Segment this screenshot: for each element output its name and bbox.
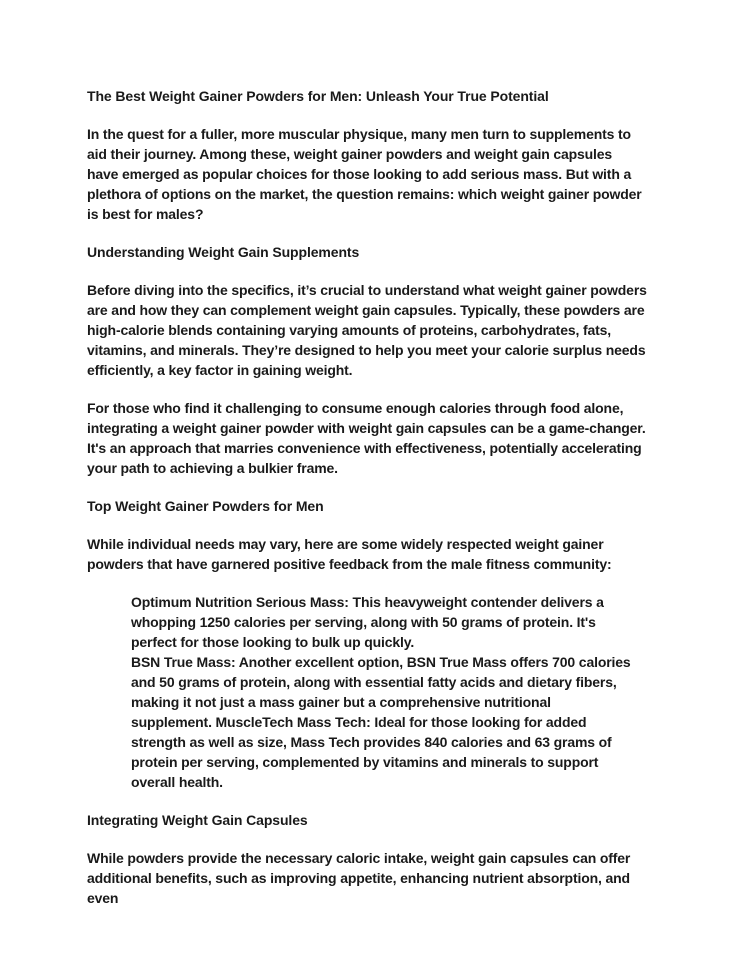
section-heading-top-powders: Top Weight Gainer Powders for Men [87, 498, 324, 514]
list-item: BSN True Mass: Another excellent option, BSN True Mass offers 700 calories and 50 grams of protein, along with essential fatty acids and dietary fibers, making it not just a mass gainer but a comprehensive nutritional supplement. MuscleTech Mass Tech: Ideal for those looking for added strength as well as size, Mass Tech provides 840 calories and 63 grams of protein per serving, complemented by vitamins and minerals to support overall health. [131, 654, 631, 790]
document-page [87, 86, 647, 908]
capsules-paragraph: While powders provide the necessary caloric intake, weight gain capsules can offer additional benefits, such as improving appetite, enhancing nutrient absorption, and even [87, 850, 631, 906]
top-powders-paragraph: While individual needs may vary, here are some widely respected weight gainer powders that have garnered positive feedback from the male fitness community: [87, 536, 612, 572]
understanding-paragraph-2: For those who find it challenging to consume enough calories through food alone, integrating a weight gainer powder with weight gain capsules can be a game-changer. It's an approach that marries convenience with effectiveness, potentially accelerating your path to achieving a bulkier frame. [87, 400, 646, 476]
intro-paragraph: In the quest for a fuller, more muscular physique, many men turn to supplements to aid their journey. Among these, weight gainer powders and weight gain capsules have emerged as popular choices for those looking to add serious mass. But with a plethora of options on the market, the question remains: which weight gainer powder is best for males? [87, 126, 642, 222]
section-heading-understanding: Understanding Weight Gain Supplements [87, 244, 360, 260]
article-title: The Best Weight Gainer Powders for Men: Unleash Your True Potential [87, 88, 549, 104]
section-heading-capsules: Integrating Weight Gain Capsules [87, 812, 308, 828]
understanding-paragraph-1: Before diving into the specifics, it’s crucial to understand what weight gainer powders are and how they can complement weight gain capsules. Typically, these powders are high-calorie blends containing varying amounts of proteins, carbohydrates, fats, vitamins, and minerals. They’re designed to help you meet your calorie surplus needs efficiently, a key factor in gaining weight. [87, 282, 647, 378]
list-item: Optimum Nutrition Serious Mass: This heavyweight contender delivers a whopping 1250 calories per serving, along with 50 grams of protein. It's perfect for those looking to bulk up quickly. [131, 594, 604, 650]
